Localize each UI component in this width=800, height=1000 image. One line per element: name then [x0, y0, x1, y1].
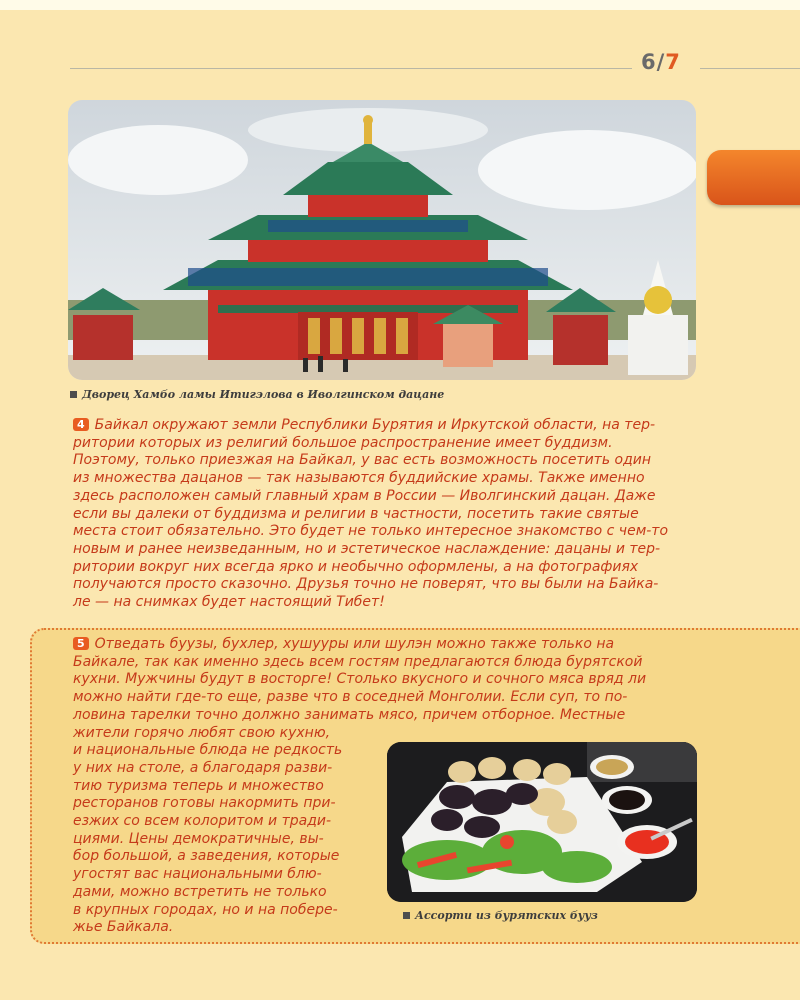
food-photo-caption: Ассорти из бурятских бууз	[403, 909, 598, 922]
caption-square-icon	[70, 391, 77, 398]
caption-square-icon	[403, 912, 410, 919]
temple-photo-caption: Дворец Хамбо ламы Итигэлова в Иволгинском дацане	[70, 388, 444, 401]
temple-photo	[68, 100, 696, 380]
top-band	[0, 0, 800, 10]
section-4-number-badge: 4	[73, 418, 89, 431]
chapter-tab[interactable]	[707, 150, 800, 205]
header-rule-right	[700, 68, 800, 69]
section-5-text: 5 Отведать буузы, бухлер, хушууры или шулэн можно также только на Байкале, так как именно здесь всем гостям предлагаются блюда бурятской кухни. Мужчины будут в восторге! Столько вкусного и сочного мяса вряд ли можно найти где-то еще, разве что в соседней Монголии. Если суп, то по- ловина тарелки точно должно занимать мясо, причем отборное. Местные жители горячо любят свою кухню, и национальные блюда не редкость у них на столе, а благодаря разви- тию туризма теперь и множество ресторанов готовы накормить при- езжих со всем колоритом и тради- циями. Цены демократичные, вы- бор большой, а заведения, которые угостят вас национальными блю- дами, можно встретить не только в крупных городах, но и на побере- жье Байкала.	[73, 636, 647, 936]
food-photo	[387, 742, 697, 902]
page-number: 6/7	[641, 50, 681, 74]
section-4-text: 4 Байкал окружают земли Республики Бурятия и Иркутской области, на тер- ритории которых из религий большое распространение имеет буддизм. Поэтому, только приезжая на Байкал, у вас есть возможность посетить один из множества дацанов — так называются буддийские храмы. Также именно здесь расположен самый главный храм в России — Иволгинский дацан. Даже если вы далеки от буддизма и религии в частности, посетить такие святые места стоит обязательно. Это будет не только интересное знакомство с чем-то новым и ранее неизведанным, но и эстетическое наслаждение: дацаны и тер- ритории вокруг них всегда ярко и необычно оформлены, а на фотографиях получаются просто сказочно. Друзья точно не поверят, что вы были на Байка- ле — на снимках будет настоящий Тибет!	[73, 417, 669, 611]
header-rule-left	[70, 68, 632, 69]
section-5-number-badge: 5	[73, 637, 89, 650]
